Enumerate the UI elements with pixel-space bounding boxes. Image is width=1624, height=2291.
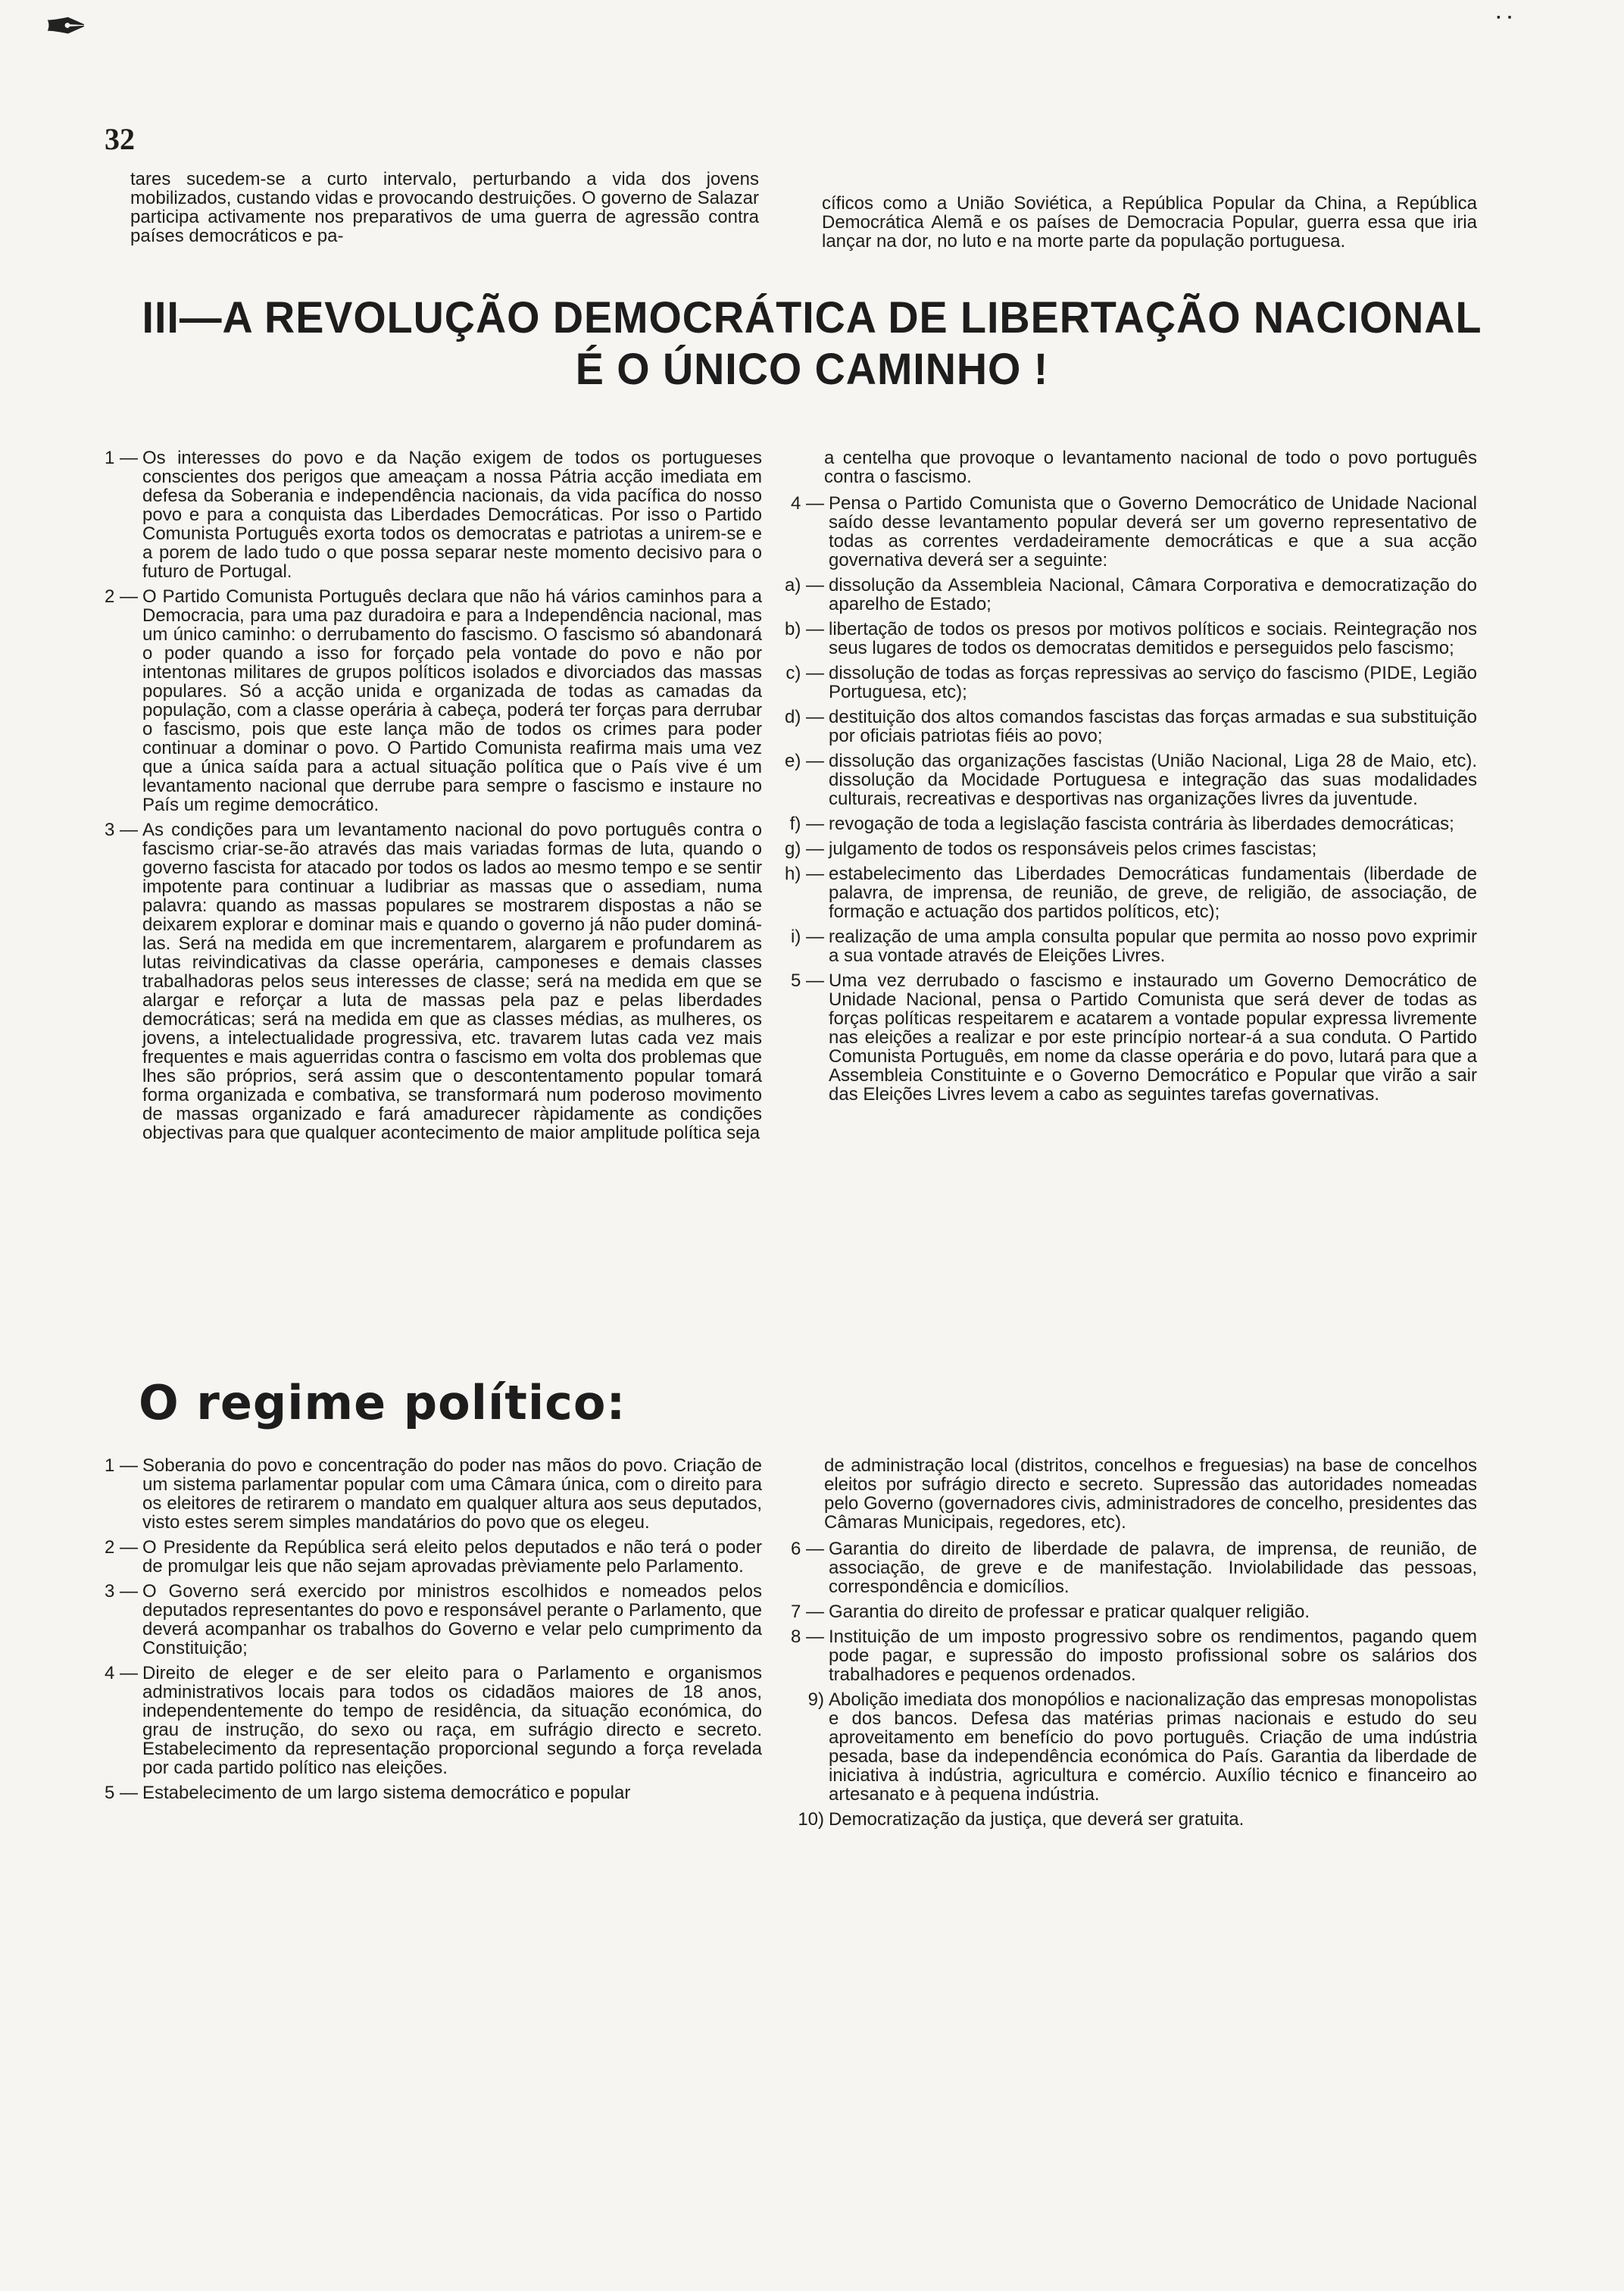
item-text: O Presidente da República será eleito pelos deputados e não terá o poder de promulgar leis que não sejam aprovadas prèviamente pelo Parlamento. [142,1537,762,1577]
measure-item [780,620,1477,658]
item-text: Democratização da justiça, que deverá ser gratuita. [829,1809,1245,1830]
item-continuation: a centelha que provoque o levantamento nacional de todo o povo português contra o fascismo. [824,448,1477,487]
list-item [89,820,762,1142]
scan-mark-top-right: · · [1496,8,1513,28]
measure-letter: f) — [789,814,824,834]
measure-item [780,576,1477,614]
regime-right-column [780,1456,1477,1835]
measure-item [780,864,1477,921]
measure-text: realização de uma ampla consulta popular que permita ao nosso povo exprimir a sua vontade através de Eleições Livres. [829,927,1477,966]
regime-heading: O regime político: [139,1375,626,1430]
list-item [780,1810,1477,1829]
measure-text: destituição dos altos comandos fascistas das forças armadas e sua substituição por oficiais patriotas fiéis ao povo; [829,707,1477,746]
item-number: 3 — [104,1581,138,1602]
measure-letter: a) — [784,575,824,595]
list-item [780,1627,1477,1684]
item-text: As condições para um levantamento nacional do povo português contra o fascismo criar-se-ão através das mais variadas formas de luta, quando o governo fascista for atacado por todos os lados ao mesmo tempo e se sentir impotente para continuar a ludibriar as massas que o assediam, numa palavra: quando as massas populares se mostrarem dispostas a não se deixarem explorar e dominar mais e quando o governo já não puder dominá-las. Será na medida em que incrementarem, alargarem e profundarem as lutas reivindicativas da classe operária, camponeses e demais classes trabalhadoras pelos seus interesses de classe; será na medida em que se alargar e reforçar a luta de massas pela paz e pelas liberdades democráticas; será na medida em que as classes médias, as mulheres, os jovens, a intelectualidade progressiva, etc. travarem lutas cada vez mais frequentes e mais aguerridas contra o fascismo em volta dos problemas que lhes são próprios, será assim que o descontentamento popular tomará forma organizada e combativa, se transformará num poderoso movimento de massas organizado e fará amadurecer ràpidamente as condições objectivas para que qualquer acontecimento de maior amplitude política seja [142,820,762,1143]
list-item [780,1539,1477,1596]
item-number: 5 — [104,1783,138,1803]
measure-item [780,752,1477,808]
item-number: 5 — [790,970,824,991]
item-text: Garantia do direito de professar e praticar qualquer religião. [829,1602,1310,1622]
item-text: Soberania do povo e concentração do poder nas mãos do povo. Criação de um sistema parlamentar popular com uma Câmara única, com o direito para os eleitores de retirarem o mandato em qualquer altura aos seus deputados, visto estes serem simples mandatários do povo que os elegeu. [142,1455,762,1533]
item-text: Pensa o Partido Comunista que o Governo Democrático de Unidade Nacional saído desse levantamento popular deverá ser um governo representativo de todas as correntes verdadeiramente democráticas e que a sua acção governativa deverá ser a seguinte: [829,493,1477,570]
intro-left-text: tares sucedem-se a curto intervalo, perturbando a vida dos jovens mobilizados, custando vidas e provocando destruições. O governo de Salazar participa activamente nos preparativos de uma guerra de agressão contra países democráticos e pa- [130,169,759,246]
item-text: Garantia do direito de liberdade de palavra, de imprensa, de reunião, de associação, de greve e de manifestação. Inviolabilidade das pessoas, correspondência e domicílios. [829,1539,1477,1597]
item-number: 4 — [790,493,824,514]
item-text: O Governo será exercido por ministros escolhidos e nomeados pelos deputados representantes do povo e responsável perante o Parlamento, que deverá acompanhar os trabalhos do Governo e velar pelo cumprimento da Constituição; [142,1581,762,1658]
list-item [780,1690,1477,1804]
scan-mark-top-left: ✒ [44,0,89,56]
item-text: Instituição de um imposto progressivo sobre os rendimentos, pagando quem pode pagar, e supressão do imposto profissional sobre os salários dos trabalhadores e pequenos ordenados. [829,1627,1477,1685]
measure-item [780,708,1477,745]
measure-text: dissolução de todas as forças repressivas ao serviço do fascismo (PIDE, Legião Portuguesa, etc); [829,663,1477,702]
intro-left-paragraph [130,170,759,245]
item-number: 9) [807,1689,824,1710]
measure-letter: d) — [784,707,824,727]
item-text: Uma vez derrubado o fascismo e instaurado um Governo Democrático de Unidade Nacional, pensa o Partido Comunista que será dever de todas as forças políticas respeitarem e acatarem a vontade popular expressa livremente nas eleições a realizar e por este princípio nortear-á a sua conduta. O Partido Comunista Português, em nome da classe operária e do povo, lutará para que a Assembleia Constituinte e o Governo Democrático e Popular que virão a sair das Eleições Livres levem a cabo as seguintes tarefas governativas. [829,970,1477,1105]
list-item [89,1538,762,1576]
item-number: 1 — [104,1455,138,1476]
regime-left-column [89,1456,762,1808]
list-item [780,1602,1477,1621]
item-number: 6 — [790,1539,824,1559]
measure-item [780,839,1477,858]
measure-text: libertação de todos os presos por motivos políticos e sociais. Reintegração nos seus lugares de todos os democratas demitidos e perseguidos pelo fascismo; [829,619,1477,658]
measure-letter: g) — [784,839,824,859]
measure-letter: i) — [791,927,824,947]
item-number: 2 — [104,586,138,607]
page-number: 32 [105,122,135,156]
list-item [89,1456,762,1532]
measure-text: dissolução da Assembleia Nacional, Câmara Corporativa e democratização do aparelho de Estado; [829,575,1477,614]
section-title-line-2: É O ÚNICO CAMINHO ! [575,345,1049,394]
item-number: 8 — [790,1627,824,1647]
list-item [89,1664,762,1777]
section-right-column [780,449,1477,1110]
item-number: 1 — [104,448,138,468]
measure-letter: b) — [784,619,824,639]
intro-right-paragraph [822,194,1477,251]
list-item [89,1582,762,1658]
list-item [89,1783,762,1802]
item-number: 3 — [104,820,138,840]
measure-letter: e) — [784,751,824,771]
measure-item [780,927,1477,965]
item-text: Abolição imediata dos monopólios e nacionalização das empresas monopolistas e dos bancos. Defesa das matérias primas nacionais e estudo do seu aproveitamento em benefício do povo português. Criação de uma indústria pesada, base da independência económica do País. Garantia da liberdade de iniciativa à indústria, agricultura e comércio. Auxílio técnico e financeiro ao artesanato e à pequena indústria. [829,1689,1477,1805]
item-number: 7 — [790,1602,824,1622]
item-text: O Partido Comunista Português declara que não há vários caminhos para a Democracia, para uma paz duradoira e para a Independência nacional, mas um único caminho: o derrubamento do fascismo. O fascismo só abandonará o poder quando a isso for forçado pela vontade do povo e não por intentonas militares de grupos políticos isolados e divorciados das massas populares. Só a acção unida e organizada de todas as camadas da população, com a classe operária à cabeça, poderá ter forças para derrubar o fascismo, pois que este lança mão de todos os crimes para poder continuar a dominar o povo. O Partido Comunista reafirma mais uma vez que a única saída para a actual situação política que o País vive é um levantamento nacional que derrube para sempre o fascismo e instaure no País um regime democrático. [142,586,762,815]
measure-letter: c) — [785,663,824,683]
list-item [89,587,762,814]
intro-right-text: cíficos como a União Soviética, a República Popular da China, a República Democrática Alemã e os países de Democracia Popular, guerra essa que iria lançar na dor, no luto e na morte parte da população portuguesa. [822,193,1477,252]
item-number: 10) [798,1809,824,1830]
item-text: Os interesses do povo e da Nação exigem de todos os portugueses conscientes dos perigos que ameaçam a nossa Pátria acção imediata em defesa da Soberania e independência nacionais, da vida pacífica do nosso povo e para a conquista das Liberdades Democráticas. Por isso o Partido Comunista Português exorta todos os democratas e patriotas a unirem-se e a porem de lado tudo o que possa separar neste momento decisivo para o futuro de Portugal. [142,448,762,582]
measure-text: revogação de toda a legislação fascista contrária às liberdades democráticas; [829,814,1454,834]
measure-text: julgamento de todos os responsáveis pelos crimes fascistas; [829,839,1317,859]
item-text: Estabelecimento de um largo sistema democrático e popular [142,1783,631,1803]
list-item [89,449,762,581]
item-number: 2 — [104,1537,138,1558]
list-item [780,971,1477,1104]
item-number: 4 — [104,1663,138,1683]
item-continuation: de administração local (distritos, concelhos e freguesias) na base de concelhos eleitos por sufrágio directo e secreto. Supressão das autoridades nomeadas pelo Governo (governadores civis, administradores de concelho, presidentes das Câmaras Municipais, regedores, etc). [824,1455,1477,1533]
measure-item [780,664,1477,702]
measure-item [780,814,1477,833]
item-text: Direito de eleger e de ser eleito para o Parlamento e organismos administrativos locais para todos os cidadãos maiores de 18 anos, independentemente do tempo de residência, da situação económica, do grau de instrução, do sexo ou raça, em sufrágio directo e secreto. Estabelecimento da representação proporcional segundo a força revelada por cada partido político nas eleições. [142,1663,762,1778]
measure-letter: h) — [784,864,824,884]
section-title-line-1: III—A REVOLUÇÃO DEMOCRÁTICA DE LIBERTAÇÃO NACIONAL [142,293,1482,342]
list-item [780,494,1477,570]
measure-text: dissolução das organizações fascistas (União Nacional, Liga 28 de Maio, etc). dissolução da Mocidade Portuguesa e integração das suas modalidades culturais, recreativas e desportivas nas organizações livres da juventude. [829,751,1477,809]
section-left-column [89,449,762,1149]
measure-text: estabelecimento das Liberdades Democráticas fundamentais (liberdade de palavra, de imprensa, de reunião, de greve, de religião, de associação, de formação e actuação dos partidos políticos, etc); [829,864,1477,922]
